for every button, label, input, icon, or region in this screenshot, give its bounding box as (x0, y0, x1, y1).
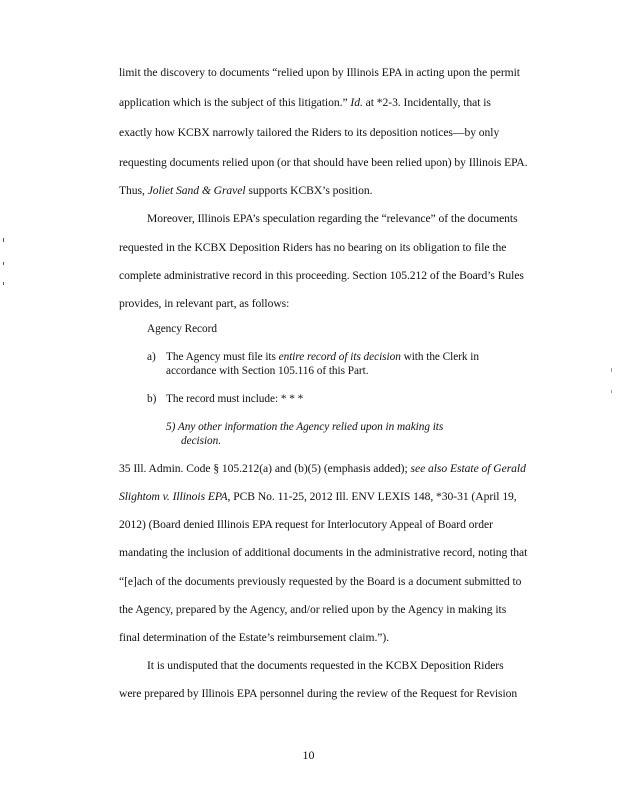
body-line: complete administrative record in this proceeding. Section 105.212 of the Board’s Rules (119, 269, 524, 282)
emphasis-text: decision. (181, 435, 222, 447)
text-segment: 35 Ill. Admin. Code § 105.212(a) and (b)(5) (emphasis added); (119, 462, 411, 475)
body-line (119, 462, 526, 476)
body-line: Moreover, Illinois EPA’s speculation regarding the “relevance” of the documents (147, 212, 518, 225)
quote-heading: Agency Record (147, 323, 217, 335)
body-line: mandating the inclusion of additional documents in the administrative record, noting that (119, 546, 528, 559)
quote-item-a-line: accordance with Section 105.116 of this Part. (166, 365, 369, 377)
quote-subitem-line (181, 434, 221, 448)
quote-item-marker: a) (147, 351, 156, 363)
scan-edge-mark (3, 238, 4, 242)
body-line: requesting documents relied upon (or that should have been relied upon) by Illinois EPA. (119, 156, 528, 169)
body-line: exactly how KCBX narrowly tailored the Riders to its deposition notices—by only (119, 126, 500, 139)
page-number: 10 (302, 748, 315, 762)
text-segment: The Agency must file its (166, 351, 279, 363)
scan-edge-mark (3, 262, 4, 265)
emphasis-text: entire record of its decision (278, 351, 401, 363)
scan-edge-mark (611, 368, 612, 372)
emphasis-text: Slightom v. Illinois EPA (119, 490, 228, 503)
body-line: limit the discovery to documents “relied upon by Illinois EPA in acting upon the permit (119, 66, 520, 79)
body-line: Thus, Joliet Sand & Gravel supports KCBX’s position. (119, 184, 373, 197)
scan-edge-mark (3, 282, 4, 285)
emphasis-text: 5) Any other information the Agency relied upon in making its (166, 421, 444, 433)
quote-subitem-line (166, 420, 443, 434)
body-line: It is undisputed that the documents requested in the KCBX Deposition Riders (147, 659, 504, 672)
body-line: 2012) (Board denied Illinois EPA request for Interlocutory Appeal of Board order (119, 518, 493, 531)
body-line: “[e]ach of the documents previously requested by the Board is a document submitted to (119, 575, 522, 588)
emphasis-text: see also Estate of Gerald (410, 462, 526, 475)
scan-edge-mark (611, 390, 612, 393)
body-line: provides, in relevant part, as follows: (119, 297, 290, 310)
text-segment: with the Clerk in (400, 351, 479, 363)
quote-item-a-line (166, 350, 479, 364)
body-line: the Agency, prepared by the Agency, and/or relied upon by the Agency in making its (119, 603, 507, 616)
quote-item-b-line: The record must include: * * * (166, 393, 304, 405)
quote-item-marker: b) (147, 393, 157, 405)
text-segment: , PCB No. 11-25, 2012 Ill. ENV LEXIS 148, *30-31 (April 19, (227, 490, 517, 503)
body-line (119, 96, 491, 110)
body-line (119, 490, 517, 504)
body-line: final determination of the Estate’s reimbursement claim.”). (119, 631, 390, 644)
body-line: requested in the KCBX Deposition Riders has no bearing on its obligation to file the (119, 241, 507, 254)
body-line: were prepared by Illinois EPA personnel during the review of the Request for Revision (119, 687, 518, 700)
text-segment: application which is the subject of this litigation.” Id. at *2-3. Incidentally, that is (119, 96, 491, 109)
